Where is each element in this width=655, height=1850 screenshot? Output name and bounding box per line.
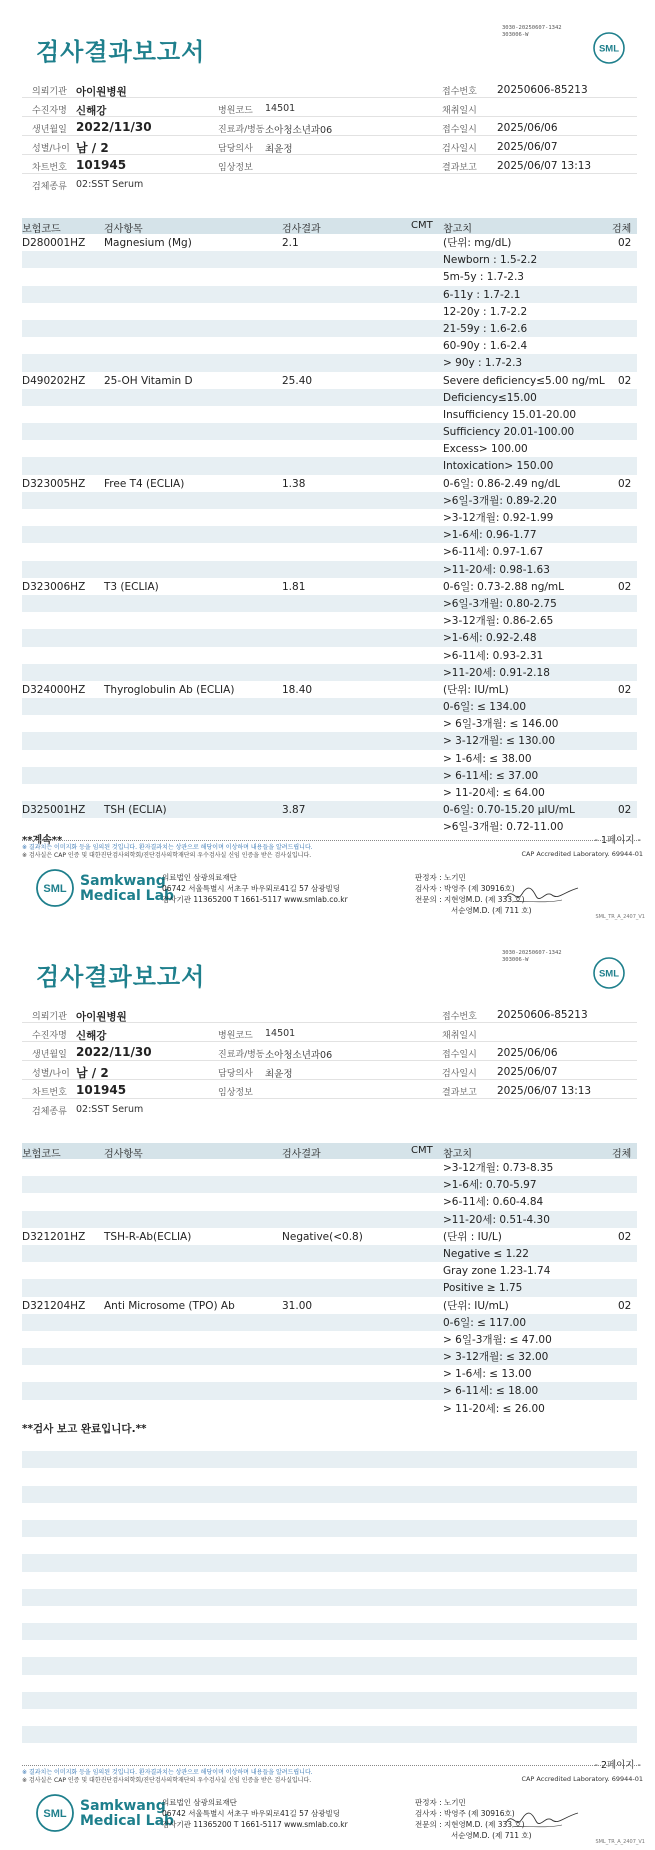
test-item: Anti Microsome (TPO) Ab: [104, 1299, 235, 1312]
sml-logo: [592, 956, 626, 990]
test-result: 18.40: [282, 683, 313, 696]
test-item: TSH-R-Ab(ECLIA): [104, 1230, 192, 1243]
receipt-date: 2025/06/06: [497, 1047, 558, 1059]
empty-row: [22, 1554, 637, 1571]
department: 소아청소년과06: [265, 1050, 333, 1061]
table-row: [22, 1348, 637, 1365]
table-row: [22, 767, 637, 784]
reference-range: > 6-11세: ≤ 37.00: [443, 769, 539, 782]
table-row: [22, 543, 637, 560]
reference-range: 5m-5y : 1.7-2.3: [443, 271, 524, 284]
table-row: [22, 526, 637, 543]
empty-row: [22, 1572, 637, 1589]
test-result: Negative(<0.8): [282, 1230, 363, 1243]
empty-row: [22, 1657, 637, 1674]
table-row: [22, 818, 637, 835]
dob: 2022/11/30: [76, 1045, 152, 1059]
reference-range: 21-59y : 1.6-2.6: [443, 322, 528, 335]
reference-range: >6일-3개월: 0.89-2.20: [443, 494, 557, 507]
table-row: [22, 509, 637, 526]
results-table: [22, 1143, 637, 1743]
report-complete-text: **검사 보고 완료입니다.**: [22, 1423, 147, 1435]
reference-range: > 6일-3개월: ≤ 47.00: [443, 1333, 552, 1346]
table-row: [22, 303, 637, 320]
sex-age: 남 / 2: [76, 141, 109, 155]
reference-range: >6일-3개월: 0.72-11.00: [443, 821, 564, 834]
reference-range: 12-20y : 1.7-2.2: [443, 305, 528, 318]
reference-range: >3-12개월: 0.86-2.65: [443, 615, 554, 628]
table-row: [22, 423, 637, 440]
reference-range: Insufficiency 15.01-20.00: [443, 408, 577, 421]
table-row: [22, 251, 637, 268]
accreditation-note: ※ 검사실은 CAP 인증 및 대한진단검사의학회/진단검사의학재단의 우수검사실 신임 인증을 받은 검사실입니다.: [22, 852, 312, 859]
reference-range: > 11-20세: ≤ 26.00: [443, 1402, 545, 1415]
page-number: - 2페이지 -: [594, 1760, 641, 1771]
table-body: [22, 1159, 637, 1743]
table-row: [22, 612, 637, 629]
test-code: D325001HZ: [22, 804, 86, 817]
reference-range: >11-20세: 0.91-2.18: [443, 666, 550, 679]
specimen-code: 02: [618, 804, 632, 817]
empty-row: [22, 1675, 637, 1692]
test-item: Thyroglobulin Ab (ECLIA): [104, 683, 235, 696]
specimen-code: 02: [618, 683, 632, 696]
reference-range: 0-6일: 0.86-2.49 ng/dL: [443, 477, 561, 490]
institution: 아이원병원: [76, 1011, 127, 1023]
sml-footer-logo: [35, 868, 75, 908]
table-row: [22, 681, 637, 698]
table-row: [22, 1365, 637, 1382]
table-row: [22, 715, 637, 732]
table-row: [22, 1314, 637, 1331]
empty-row: [22, 1640, 637, 1657]
document-id: 3030-20250607-1342 303006-W: [502, 950, 562, 963]
reference-range: 0-6일: ≤ 117.00: [443, 1316, 527, 1329]
table-row: [22, 389, 637, 406]
report-date: 2025/06/07 13:13: [497, 1085, 592, 1097]
reference-range: Gray zone 1.23-1.74: [443, 1265, 551, 1278]
table-row: [22, 1279, 637, 1296]
test-result: 31.00: [282, 1299, 313, 1312]
specimen-code: 02: [618, 1299, 632, 1312]
chart-no: 101945: [76, 158, 127, 172]
table-header: 보험코드 검사항목 검사결과 CMT 참고치 검체: [22, 1143, 637, 1159]
specimen-type: 02:SST Serum: [76, 179, 144, 190]
reference-range: >6-11세: 0.97-1.67: [443, 546, 544, 559]
reference-range: 0-6일: 0.73-2.88 ng/mL: [443, 580, 564, 593]
empty-row: [22, 1468, 637, 1485]
lab-name: Samkwang Medical Lab: [80, 873, 175, 904]
table-row: [22, 1211, 637, 1228]
reference-range: >11-20세: 0.98-1.63: [443, 563, 550, 576]
table-row: [22, 750, 637, 767]
lab-doctors: 판정자 : 노기민 검사자 : 박영주 (제 30916호) 전문의 : 지현영M.D. (제 333 호) 서순영M.D. (제 711 호): [415, 1798, 532, 1840]
table-row: [22, 784, 637, 801]
empty-row: [22, 1589, 637, 1606]
table-row: [22, 732, 637, 749]
empty-row: [22, 1606, 637, 1623]
table-row: [22, 1400, 637, 1417]
table-row: [22, 1159, 637, 1176]
reference-range: (단위: mg/dL): [443, 237, 512, 249]
reference-range: > 6-11세: ≤ 18.00: [443, 1385, 539, 1398]
receipt-no: 20250606-85213: [497, 1009, 588, 1021]
specimen-code: 02: [618, 1230, 632, 1243]
empty-row: [22, 1709, 637, 1726]
table-row: [22, 1228, 637, 1245]
test-code: D323005HZ: [22, 477, 86, 490]
report-page: [0, 925, 655, 1850]
continued-text: **계속**: [22, 835, 63, 846]
form-version: SML_TR_A_2407_V1: [595, 914, 645, 920]
empty-row: [22, 1451, 637, 1468]
reference-range: >6-11세: 0.60-4.84: [443, 1196, 544, 1209]
svg-text:SML: SML: [43, 883, 67, 895]
signature: [502, 1805, 582, 1833]
test-code: D490202HZ: [22, 374, 86, 387]
accreditation-note: ※ 검사실은 CAP 인증 및 대한진단검사의학회/진단검사의학재단의 우수검사실 신임 인증을 받은 검사실입니다.: [22, 1777, 312, 1784]
table-row: [22, 372, 637, 389]
reference-range: Excess> 100.00: [443, 443, 528, 456]
table-row: [22, 1176, 637, 1193]
table-row: [22, 629, 637, 646]
table-row: [22, 406, 637, 423]
test-item: 25-OH Vitamin D: [104, 374, 193, 387]
hospital-code: 14501: [265, 1028, 296, 1039]
reference-range: Positive ≥ 1.75: [443, 1282, 523, 1295]
specimen-code: 02: [618, 580, 632, 593]
reference-range: > 1-6세: ≤ 13.00: [443, 1368, 532, 1381]
cap-accreditation: CAP Accredited Laboratory. 69944-01: [521, 1775, 643, 1783]
table-row: [22, 1245, 637, 1262]
empty-row: [22, 1692, 637, 1709]
reference-range: Newborn : 1.5-2.2: [443, 254, 538, 267]
institution: 아이원병원: [76, 86, 127, 98]
hospital-code: 14501: [265, 103, 296, 114]
test-date: 2025/06/07: [497, 1066, 558, 1078]
reference-range: > 6일-3개월: ≤ 146.00: [443, 718, 559, 731]
report-date: 2025/06/07 13:13: [497, 160, 592, 172]
table-row: [22, 320, 637, 337]
test-date: 2025/06/07: [497, 141, 558, 153]
reference-range: > 11-20세: ≤ 64.00: [443, 787, 545, 799]
divider: [22, 840, 637, 841]
test-item: Free T4 (ECLIA): [104, 477, 185, 490]
test-code: D324000HZ: [22, 683, 86, 696]
patient-name: 신해강: [76, 105, 107, 117]
results-table: [22, 218, 637, 836]
reference-range: 0-6일: 0.70-15.20 μIU/mL: [443, 804, 575, 817]
department: 소아청소년과06: [265, 125, 333, 136]
reference-range: 6-11y : 1.7-2.1: [443, 288, 521, 301]
empty-row: [22, 1623, 637, 1640]
reference-range: >1-6세: 0.70-5.97: [443, 1179, 537, 1192]
table-row: [22, 286, 637, 303]
patient-info: 의뢰기관 아이원병원 접수번호 20250606-85213 수진자명 신해강 병원코드 14501 채취일시 생년월일 2022/11/30 진료과/병동 소아청소년과06 접수일시 2025/06/06 성별/나이 남 / 2 담당의사 최윤정 검사일시 2025/06/07 차트번호 101945 임상정보 결과보고 2025/06/07 13:13 검체종류 02:SST Serum: [22, 79, 637, 193]
divider: [22, 1765, 637, 1766]
reference-range: >6일-3개월: 0.80-2.75: [443, 597, 557, 610]
page-number: - 1페이지 -: [594, 835, 641, 846]
test-code: D321201HZ: [22, 1230, 86, 1243]
svg-text:SML: SML: [598, 43, 620, 55]
table-row: [22, 561, 637, 578]
doctor: 최윤정: [265, 1069, 293, 1080]
test-result: 1.38: [282, 477, 306, 490]
table-header: 보험코드 검사항목 검사결과 CMT 참고치 검체: [22, 218, 637, 234]
test-result: 2.1: [282, 237, 299, 249]
reference-range: Severe deficiency≤5.00 ng/mL: [443, 374, 605, 387]
test-code: D321204HZ: [22, 1299, 86, 1312]
reference-range: (단위: IU/mL): [443, 1299, 509, 1312]
table-row: [22, 268, 637, 285]
test-result: 25.40: [282, 374, 313, 387]
sml-footer-logo: [35, 1793, 75, 1833]
table-row: [22, 1297, 637, 1314]
specimen-type: 02:SST Serum: [76, 1104, 144, 1115]
table-row: [22, 457, 637, 474]
dob: 2022/11/30: [76, 120, 152, 134]
reference-range: Intoxication> 150.00: [443, 460, 554, 473]
specimen-code: 02: [618, 374, 632, 387]
patient-name: 신해강: [76, 1030, 107, 1042]
empty-row: [22, 1520, 637, 1537]
table-row: [22, 337, 637, 354]
table-row: [22, 1193, 637, 1210]
table-row: [22, 578, 637, 595]
document-id: 3030-20250607-1342 303006-W: [502, 25, 562, 38]
reference-range: >1-6세: 0.96-1.77: [443, 529, 537, 542]
reference-range: > 3-12개월: ≤ 130.00: [443, 735, 556, 748]
test-result: 3.87: [282, 804, 306, 817]
empty-row: [22, 1726, 637, 1743]
disclaimer-note: ※ 결과치는 이미지화 등을 임의된 것입니다. 환자결과치는 상관으로 해당이며 이상하며 내용들을 알려드립니다.: [22, 844, 313, 851]
test-code: D280001HZ: [22, 237, 86, 249]
specimen-code: 02: [618, 237, 632, 249]
table-row: [22, 698, 637, 715]
reference-range: (단위: IU/mL): [443, 683, 509, 696]
table-row: [22, 664, 637, 681]
sex-age: 남 / 2: [76, 1066, 109, 1080]
table-row: [22, 801, 637, 818]
signature: [502, 880, 582, 908]
empty-row: [22, 1486, 637, 1503]
doctor: 최윤정: [265, 144, 293, 155]
lab-address: 의료법인 삼광의료재단 06742 서울특별시 서초구 바우뫼로41길 57 삼광빌딩 검사기관 11365200 T 1661-5117 www.smlab.co.kr: [162, 1798, 348, 1829]
reference-range: >11-20세: 0.51-4.30: [443, 1213, 550, 1226]
cap-accreditation: CAP Accredited Laboratory. 69944-01: [521, 850, 643, 858]
table-row: [22, 1331, 637, 1348]
form-version: SML_TR_A_2407_V1: [595, 1839, 645, 1845]
empty-row: [22, 1537, 637, 1554]
disclaimer-note: ※ 결과치는 이미지화 등을 임의된 것입니다. 환자결과치는 상관으로 해당이며 이상하며 내용들을 알려드립니다.: [22, 1769, 313, 1776]
report-title: 검사결과보고서: [36, 38, 206, 66]
table-row: [22, 354, 637, 371]
reference-range: > 1-6세: ≤ 38.00: [443, 752, 532, 765]
table-row: [22, 647, 637, 664]
reference-range: 60-90y : 1.6-2.4: [443, 340, 528, 353]
patient-info: 의뢰기관 아이원병원 접수번호 20250606-85213 수진자명 신해강 병원코드 14501 채취일시 생년월일 2022/11/30 진료과/병동 소아청소년과06 접수일시 2025/06/06 성별/나이 남 / 2 담당의사 최윤정 검사일시 2025/06/07 차트번호 101945 임상정보 결과보고 2025/06/07 13:13 검체종류 02:SST Serum: [22, 1004, 637, 1118]
table-row: [22, 440, 637, 457]
reference-range: >3-12개월: 0.92-1.99: [443, 512, 554, 524]
report-title: 검사결과보고서: [36, 963, 206, 991]
test-result: 1.81: [282, 580, 306, 593]
sml-logo: [592, 31, 626, 65]
lab-doctors: 판정자 : 노기민 검사자 : 박영주 (제 30916호) 전문의 : 지현영M.D. (제 333 호) 서순영M.D. (제 711 호): [415, 873, 532, 915]
lab-address: 의료법인 삼광의료재단 06742 서울특별시 서초구 바우뫼로41길 57 삼광빌딩 검사기관 11365200 T 1661-5117 www.smlab.co.kr: [162, 873, 348, 904]
test-item: TSH (ECLIA): [104, 804, 167, 817]
reference-range: >3-12개월: 0.73-8.35: [443, 1162, 554, 1174]
reference-range: Negative ≤ 1.22: [443, 1247, 529, 1260]
table-row: [22, 595, 637, 612]
table-row: [22, 234, 637, 251]
reference-range: Deficiency≤15.00: [443, 391, 537, 404]
chart-no: 101945: [76, 1083, 127, 1097]
reference-range: >1-6세: 0.92-2.48: [443, 632, 537, 645]
reference-range: 0-6일: ≤ 134.00: [443, 701, 527, 714]
table-row: [22, 475, 637, 492]
specimen-code: 02: [618, 477, 632, 490]
empty-row: [22, 1503, 637, 1520]
table-row: [22, 1262, 637, 1279]
test-item: Magnesium (Mg): [104, 237, 192, 249]
svg-text:SML: SML: [43, 1808, 67, 1820]
reference-range: Sufficiency 20.01-100.00: [443, 426, 575, 439]
svg-text:SML: SML: [598, 968, 620, 980]
reference-range: > 90y : 1.7-2.3: [443, 357, 523, 370]
receipt-date: 2025/06/06: [497, 122, 558, 134]
table-body: [22, 234, 637, 836]
empty-row: [22, 1434, 637, 1451]
test-item: T3 (ECLIA): [104, 580, 159, 593]
table-row: [22, 1382, 637, 1399]
reference-range: > 3-12개월: ≤ 32.00: [443, 1351, 549, 1364]
lab-name: Samkwang Medical Lab: [80, 1798, 175, 1829]
test-code: D323006HZ: [22, 580, 86, 593]
reference-range: (단위 : IU/L): [443, 1230, 502, 1243]
reference-range: >6-11세: 0.93-2.31: [443, 649, 544, 662]
receipt-no: 20250606-85213: [497, 84, 588, 96]
table-row: [22, 492, 637, 509]
